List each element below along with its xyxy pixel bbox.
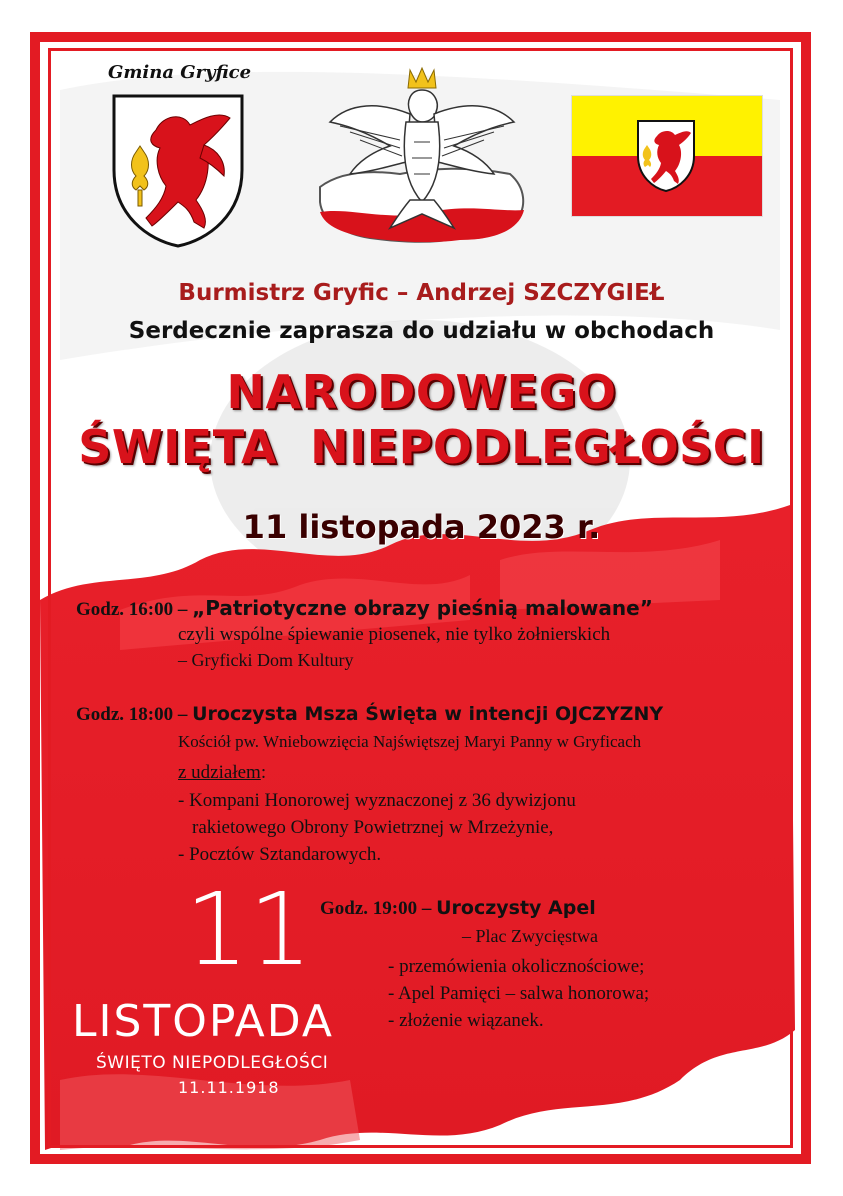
program-2-with-colon: : xyxy=(260,762,267,783)
program-3-line-2: - Apel Pamięci – salwa honorowa; xyxy=(388,983,650,1004)
program-1-place: – Gryficki Dom Kultury xyxy=(178,650,354,670)
event-date: 11 listopada 2023 r. xyxy=(242,508,601,546)
holiday-subtitle: ŚWIĘTO NIEPODLEGŁOŚCI xyxy=(96,1053,329,1073)
gryfice-coat-of-arms-icon xyxy=(108,90,248,250)
program-3-time: Godz. 19:00 – xyxy=(320,898,432,919)
program-2-with-text: z udziałem xyxy=(178,762,261,783)
program-3-title: Uroczysty Apel xyxy=(436,897,596,919)
headline-line-2: ŚWIĘTA NIEPODLEGŁOŚCI xyxy=(78,420,765,474)
program-item-2-header xyxy=(76,703,663,726)
invitation-line: Serdecznie zaprasza do udziału w obchodach xyxy=(128,318,715,344)
historic-date: 11.11.1918 xyxy=(178,1078,280,1097)
program-1-time: Godz. 16:00 – xyxy=(76,599,188,620)
gmina-label: Gmina Gryfice xyxy=(108,62,252,83)
program-2-title: Uroczysta Msza Święta w intencji OJCZYZNY xyxy=(192,703,664,725)
program-2-line-3: - Pocztów Sztandarowych. xyxy=(178,844,382,865)
headline-line-1: NARODOWEGO xyxy=(226,365,617,419)
program-2-place: Kościół pw. Wniebowzięcia Najświętszej Maryi Panny w Gryficach xyxy=(178,732,642,751)
program-1-title: „Patriotyczne obrazy pieśnią malowane” xyxy=(192,596,653,620)
big-day-number: 11 xyxy=(185,871,313,988)
program-2-line-2: rakietowego Obrony Powietrznej w Mrzeżynie, xyxy=(192,817,554,838)
program-3-line-3: - złożenie wiązanek. xyxy=(388,1010,544,1031)
program-item-1-header xyxy=(76,596,653,621)
program-3-place: – Plac Zwycięstwa xyxy=(462,926,598,946)
program-3-line-1: - przemówienia okolicznościowe; xyxy=(388,956,645,977)
program-1-description: czyli wspólne śpiewanie piosenek, nie tylko żołnierskich xyxy=(178,624,611,645)
mayor-line: Burmistrz Gryfic – Andrzej SZCZYGIEŁ xyxy=(178,280,665,306)
big-month-label: LISTOPADA xyxy=(72,996,334,1047)
polish-white-eagle-icon xyxy=(310,62,540,252)
program-2-with-label xyxy=(178,762,266,784)
program-2-time: Godz. 18:00 – xyxy=(76,704,188,725)
program-item-3-header xyxy=(320,897,596,920)
program-2-line-1: - Kompani Honorowej wyznaczonej z 36 dywizjonu xyxy=(178,790,576,811)
flag-coat-of-arms-icon xyxy=(635,118,697,194)
